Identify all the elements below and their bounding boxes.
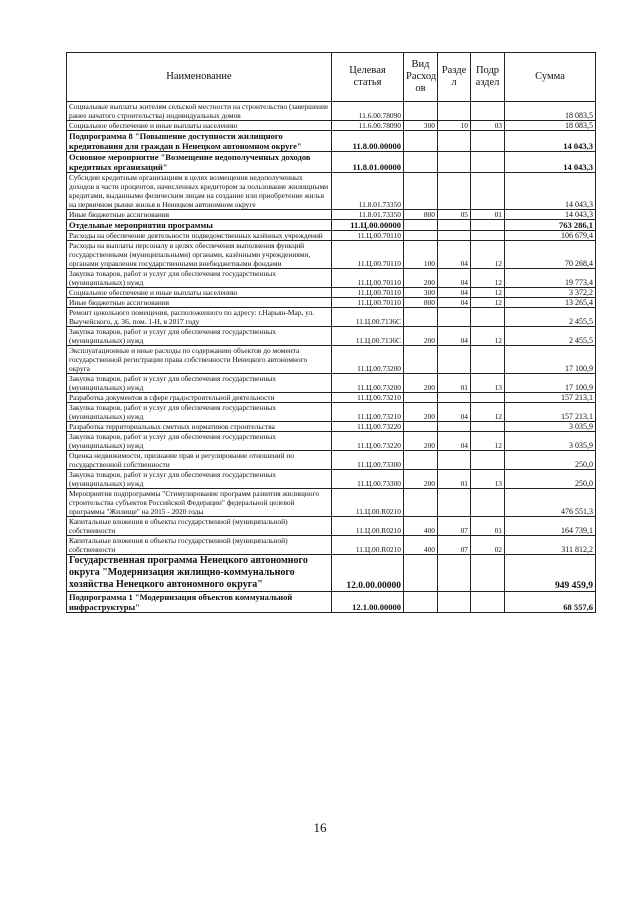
row-section	[438, 308, 471, 327]
row-expense-type	[404, 555, 438, 592]
row-section: 10	[438, 121, 471, 131]
header-subsection: Подр аздел	[471, 53, 505, 102]
row-target-article: 11.Ц.00.73220	[332, 432, 404, 451]
row-name: Социальные выплаты жителям сельской местности на строительство (завершение ранее начатого строительства) индивидуальных домов	[67, 102, 332, 121]
row-target-article: 11.Ц.00.7136С	[332, 327, 404, 346]
row-subsection: 13	[471, 374, 505, 393]
row-section: 04	[438, 288, 471, 298]
row-subsection: 02	[471, 536, 505, 555]
table-row	[67, 393, 596, 403]
row-expense-type	[404, 152, 438, 173]
row-subsection	[471, 220, 505, 231]
row-name: Подпрограмма 8 "Повышение доступности жилищного кредитования для граждан в Ненецком автономном округе"	[67, 131, 332, 152]
row-name: Закупка товаров, работ и услуг для обеспечения государственных (муниципальных) нужд	[67, 432, 332, 451]
row-section	[438, 592, 471, 613]
row-section: 07	[438, 517, 471, 536]
row-name: Разработка документов в сфере градостроительной деятельности	[67, 393, 332, 403]
row-target-article: 11.Ц.00.70110	[332, 298, 404, 308]
row-subsection: 12	[471, 298, 505, 308]
row-target-article: 11.8.01.73350	[332, 173, 404, 210]
row-sum: 2 455,5	[505, 327, 596, 346]
row-section: 04	[438, 241, 471, 269]
table-row	[67, 131, 596, 152]
row-target-article: 11.8.01.00000	[332, 152, 404, 173]
row-section: 04	[438, 298, 471, 308]
row-expense-type: 200	[404, 374, 438, 393]
row-target-article: 11.Ц.00.73200	[332, 346, 404, 374]
row-sum: 17 100,9	[505, 346, 596, 374]
row-sum: 164 739,1	[505, 517, 596, 536]
row-section: 04	[438, 432, 471, 451]
row-subsection	[471, 131, 505, 152]
row-expense-type	[404, 451, 438, 470]
row-target-article: 11.Ц.00.70110	[332, 231, 404, 241]
table-row	[67, 536, 596, 555]
row-sum: 3 035,9	[505, 422, 596, 432]
table-row	[67, 298, 596, 308]
row-sum: 250,0	[505, 470, 596, 489]
row-section: 07	[438, 536, 471, 555]
row-target-article: 11.8.01.73350	[332, 210, 404, 220]
table-row	[67, 102, 596, 121]
row-name: Иные бюджетные ассигнования	[67, 210, 332, 220]
row-name: Социальное обеспечение и иные выплаты населению	[67, 288, 332, 298]
row-section	[438, 131, 471, 152]
header-target-article: Целевая статья	[332, 53, 404, 102]
row-expense-type	[404, 231, 438, 241]
budget-table	[66, 52, 596, 613]
row-expense-type	[404, 346, 438, 374]
row-name: Иные бюджетные ассигнования	[67, 298, 332, 308]
table-row	[67, 451, 596, 470]
row-name: Закупка товаров, работ и услуг для обеспечения государственных (муниципальных) нужд	[67, 327, 332, 346]
table-row	[67, 403, 596, 422]
table-row	[67, 517, 596, 536]
table-row	[67, 470, 596, 489]
row-subsection	[471, 422, 505, 432]
row-name: Закупка товаров, работ и услуг для обеспечения государственных (муниципальных) нужд	[67, 470, 332, 489]
row-section	[438, 422, 471, 432]
row-section	[438, 102, 471, 121]
row-subsection: 03	[471, 121, 505, 131]
row-name: Закупка товаров, работ и услуг для обеспечения государственных (муниципальных) нужд	[67, 403, 332, 422]
row-section	[438, 451, 471, 470]
row-name: Основное мероприятие "Возмещение недополученных доходов кредитных организаций"	[67, 152, 332, 173]
row-expense-type	[404, 131, 438, 152]
row-name: Закупка товаров, работ и услуг для обеспечения государственных (муниципальных) нужд	[67, 269, 332, 288]
row-sum: 311 812,2	[505, 536, 596, 555]
row-target-article: 11.Ц.00.7136С	[332, 308, 404, 327]
row-sum: 3 035,9	[505, 432, 596, 451]
row-target-article: 11.Ц.00.73200	[332, 374, 404, 393]
row-expense-type: 400	[404, 517, 438, 536]
row-expense-type: 800	[404, 298, 438, 308]
row-subsection	[471, 102, 505, 121]
row-sum: 18 083,5	[505, 102, 596, 121]
row-expense-type: 400	[404, 536, 438, 555]
row-sum: 2 455,5	[505, 308, 596, 327]
row-name: Расходы на выплаты персоналу в целях обеспечения выполнения функций государственными (муниципальными) органами, казёнными учреждениями, органами управления государственными внебюджетными фондами	[67, 241, 332, 269]
row-expense-type	[404, 102, 438, 121]
row-sum: 157 213,1	[505, 393, 596, 403]
table-row	[67, 231, 596, 241]
table-row	[67, 269, 596, 288]
table-row	[67, 592, 596, 613]
row-expense-type: 300	[404, 121, 438, 131]
row-name: Разработка территориальных сметных нормативов строительства	[67, 422, 332, 432]
row-subsection: 12	[471, 269, 505, 288]
row-expense-type	[404, 173, 438, 210]
row-section: 01	[438, 374, 471, 393]
row-target-article: 12.1.00.00000	[332, 592, 404, 613]
row-section	[438, 346, 471, 374]
row-section: 05	[438, 210, 471, 220]
table-body	[67, 102, 596, 613]
table-row	[67, 288, 596, 298]
row-target-article: 11.Ц.00.73220	[332, 422, 404, 432]
row-target-article: 11.Ц.00.R0210	[332, 517, 404, 536]
row-sum: 14 043,3	[505, 210, 596, 220]
row-name: Эксплуатационные и иные расходы по содержанию объектов до момента государственной регистрации права собственности Ненецкого автономного округа	[67, 346, 332, 374]
row-section: 04	[438, 403, 471, 422]
table-row	[67, 152, 596, 173]
table-row	[67, 555, 596, 592]
row-expense-type	[404, 422, 438, 432]
row-expense-type: 200	[404, 327, 438, 346]
row-name: Мероприятия подпрограммы "Стимулирование программ развития жилищного строительства субъектов Российской Федерации" федеральной целевой программы "Жилище" на 2015 - 2020 годы	[67, 489, 332, 517]
row-name: Государственная программа Ненецкого автономного округа "Модернизация жилищно-коммунального хозяйства Ненецкого автономного округа"	[67, 555, 332, 592]
row-expense-type: 200	[404, 403, 438, 422]
row-sum: 250,0	[505, 451, 596, 470]
row-sum: 3 372,2	[505, 288, 596, 298]
row-name: Капитальные вложения в объекты государственной (муниципальной) собственности	[67, 536, 332, 555]
row-subsection	[471, 489, 505, 517]
row-target-article: 11.Ц.00.R0210	[332, 489, 404, 517]
row-section	[438, 152, 471, 173]
row-subsection	[471, 173, 505, 210]
row-sum: 476 551,3	[505, 489, 596, 517]
row-expense-type	[404, 220, 438, 231]
table-row	[67, 489, 596, 517]
row-sum: 949 459,9	[505, 555, 596, 592]
row-expense-type	[404, 393, 438, 403]
row-name: Капитальные вложения в объекты государственной (муниципальной) собственности	[67, 517, 332, 536]
table-row	[67, 374, 596, 393]
row-name: Закупка товаров, работ и услуг для обеспечения государственных (муниципальных) нужд	[67, 374, 332, 393]
table-row	[67, 432, 596, 451]
row-expense-type: 200	[404, 470, 438, 489]
row-subsection: 13	[471, 470, 505, 489]
table-row	[67, 308, 596, 327]
row-target-article: 12.0.00.00000	[332, 555, 404, 592]
row-section	[438, 173, 471, 210]
header-expense-type: Вид Расход ов	[404, 53, 438, 102]
row-expense-type	[404, 489, 438, 517]
row-subsection: 12	[471, 288, 505, 298]
row-section	[438, 555, 471, 592]
row-expense-type	[404, 592, 438, 613]
row-subsection: 12	[471, 241, 505, 269]
row-sum: 68 557,6	[505, 592, 596, 613]
row-expense-type: 300	[404, 288, 438, 298]
row-target-article: 11.Ц.00.70110	[332, 269, 404, 288]
table-row	[67, 210, 596, 220]
table-row	[67, 121, 596, 131]
row-target-article: 11.8.00.00000	[332, 131, 404, 152]
row-section: 04	[438, 269, 471, 288]
row-expense-type	[404, 308, 438, 327]
row-sum: 13 265,4	[505, 298, 596, 308]
row-sum: 17 100,9	[505, 374, 596, 393]
header-name: Наименование	[67, 53, 332, 102]
row-target-article: 11.6.00.78090	[332, 102, 404, 121]
row-target-article: 11.Ц.00.R0210	[332, 536, 404, 555]
row-sum: 14 043,3	[505, 152, 596, 173]
row-target-article: 11.6.00.78090	[332, 121, 404, 131]
row-subsection	[471, 346, 505, 374]
row-target-article: 11.Ц.00.70110	[332, 241, 404, 269]
table-header-row	[67, 53, 596, 102]
table-row	[67, 327, 596, 346]
row-section	[438, 489, 471, 517]
row-subsection: 12	[471, 403, 505, 422]
table-row	[67, 422, 596, 432]
row-expense-type: 200	[404, 432, 438, 451]
row-name: Оценка недвижимости, признание прав и регулирование отношений по государственной собственности	[67, 451, 332, 470]
row-sum: 106 679,4	[505, 231, 596, 241]
table-row	[67, 346, 596, 374]
row-target-article: 11.Ц.00.73210	[332, 393, 404, 403]
row-sum: 18 083,5	[505, 121, 596, 131]
row-subsection: 01	[471, 210, 505, 220]
row-name: Подпрограмма 1 "Модернизация объектов коммунальной инфраструктуры"	[67, 592, 332, 613]
row-name: Ремонт цокольного помещения, расположенного по адресу: г.Нарьян-Мар, ул. Выучейского, д. 36, пом. 1-Н, в 2017 году	[67, 308, 332, 327]
row-target-article: 11.Ц.00.73300	[332, 451, 404, 470]
row-section	[438, 393, 471, 403]
row-section: 04	[438, 327, 471, 346]
row-subsection	[471, 231, 505, 241]
row-subsection	[471, 592, 505, 613]
row-sum: 70 268,4	[505, 241, 596, 269]
row-target-article: 11.Ц.00.70110	[332, 288, 404, 298]
row-expense-type: 100	[404, 241, 438, 269]
row-section	[438, 231, 471, 241]
header-section: Разде л	[438, 53, 471, 102]
row-subsection	[471, 555, 505, 592]
table-row	[67, 220, 596, 231]
page-number: 16	[313, 820, 327, 835]
row-subsection	[471, 393, 505, 403]
row-subsection: 01	[471, 517, 505, 536]
row-sum: 14 043,3	[505, 131, 596, 152]
row-name: Субсидии кредитным организациям в целях возмещения недополученных доходов в части процентов, начисленных кредитором за пользование жилищными кредитами, выданными физическим лицам на создание или приобретение жилья на первичном рынке жилья в Ненецком автономном округе	[67, 173, 332, 210]
row-sum: 763 286,1	[505, 220, 596, 231]
table-row	[67, 173, 596, 210]
row-subsection	[471, 451, 505, 470]
row-subsection	[471, 152, 505, 173]
row-name: Отдельные мероприятия программы	[67, 220, 332, 231]
row-target-article: 11.Ц.00.73210	[332, 403, 404, 422]
table-row	[67, 241, 596, 269]
row-subsection	[471, 308, 505, 327]
row-sum: 19 773,4	[505, 269, 596, 288]
row-sum: 14 043,3	[505, 173, 596, 210]
row-expense-type: 800	[404, 210, 438, 220]
row-subsection: 12	[471, 327, 505, 346]
row-target-article: 11.Ц.00.73300	[332, 470, 404, 489]
header-sum: Сумма	[505, 53, 596, 102]
row-name: Расходы на обеспечение деятельности подведомственных казённых учреждений	[67, 231, 332, 241]
row-subsection: 12	[471, 432, 505, 451]
row-expense-type: 200	[404, 269, 438, 288]
row-sum: 157 213,1	[505, 403, 596, 422]
row-section: 01	[438, 470, 471, 489]
row-name: Социальное обеспечение и иные выплаты населению	[67, 121, 332, 131]
row-section	[438, 220, 471, 231]
row-target-article: 11.Ц.00.00000	[332, 220, 404, 231]
